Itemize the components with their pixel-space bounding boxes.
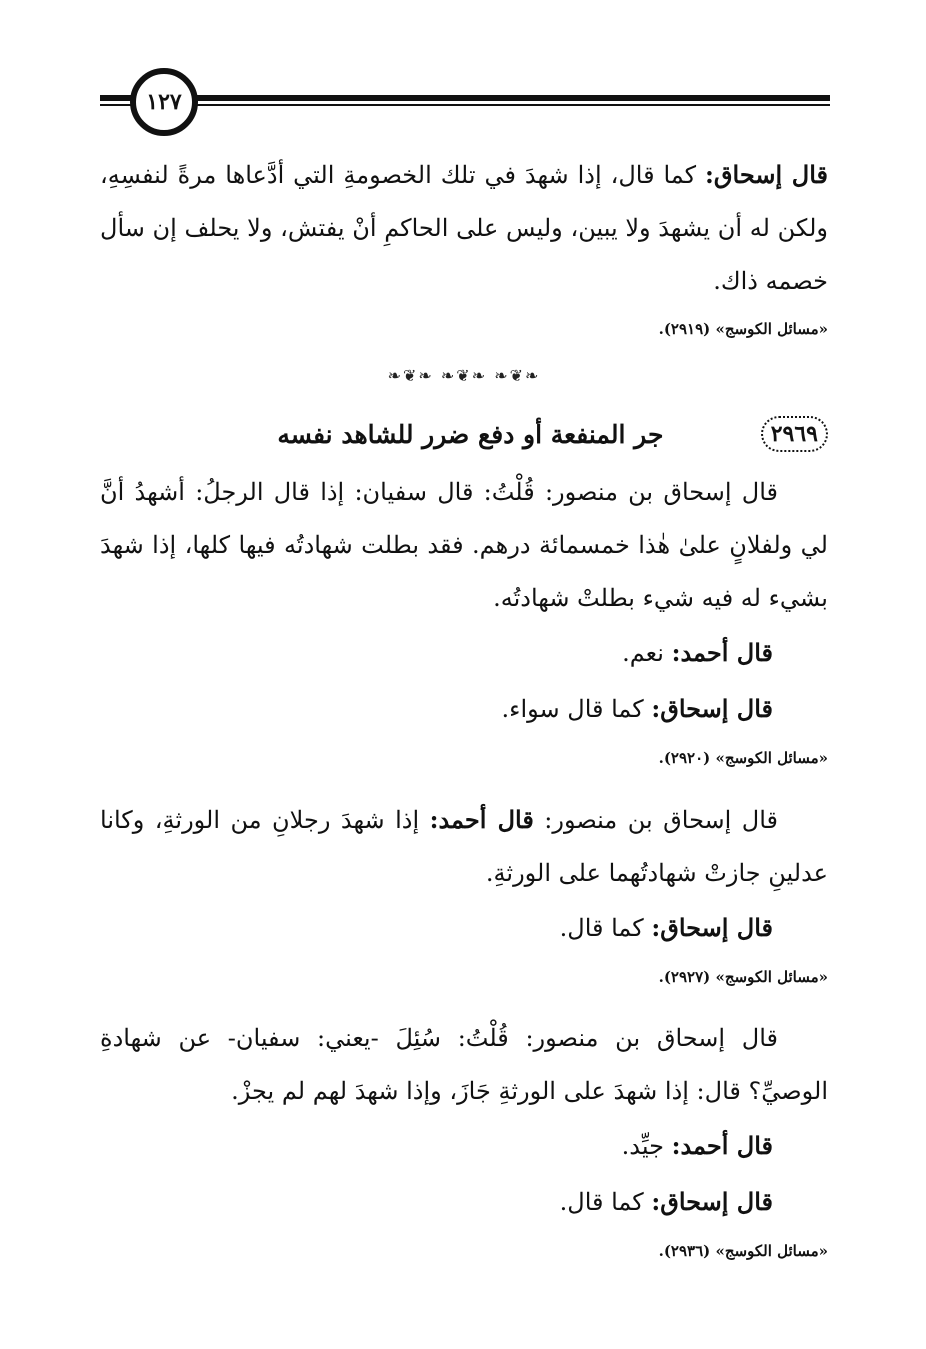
paragraph-1 [100, 148, 828, 308]
spacer [100, 1000, 828, 1012]
ahmad-answer-4-text: جيِّد. [621, 1132, 672, 1160]
paragraph-2: قال إسحاق بن منصور: قُلْتُ: قال سفيان: إذا قال الرجلُ: أشهدُ أنَّ لي ولفلانٍ علىٰ هٰذا خمسمائة درهم. فقد بطلت شهادتُه فيها كلها، إذا شهدَ بشيء له فيه شيء بطلتْ شهادتُه. [100, 478, 828, 612]
header-rule-thick [100, 95, 830, 101]
ahmad-answer-2 [100, 625, 828, 681]
citation-4: «مسائل الكوسج» (٢٩٣٦). [658, 1242, 828, 1260]
paragraph-3-text-after: إذا شهدَ رجلانِ من الورثةِ، وكانا عدلينِ جازتْ شهادتُهما على الورثةِ. [100, 806, 828, 887]
speaker-ahmad: قال أحمد: [671, 1131, 773, 1160]
ahmad-answer-4 [100, 1118, 828, 1174]
speaker-ishaq: قال إسحاق: [705, 160, 828, 189]
speaker-ishaq: قال إسحاق: [651, 1187, 773, 1216]
paragraph-1-text: كما قال، إذا شهدَ في تلك الخصومةِ التي أدَّعاها مرةً لنفسِهِ، ولكن له أن يشهدَ ولا يبين، وليس على الحاكمِ أنْ يفتش، ولا يحلف إن سأل خصمه ذاك. [100, 161, 828, 295]
page-content [100, 148, 828, 1274]
header-rule-thin [100, 104, 830, 106]
ishaq-answer-4-text: كما قال. [559, 1188, 652, 1216]
paragraph-4: قال إسحاق بن منصور: قُلْتُ: سُئِلَ -يعني: سفيان- عن شهادةِ الوصيِّ؟ قال: إذا شهدَ على الورثةِ جَازَ، وإذا شهدَ لهم لم يجزْ. [100, 1024, 828, 1105]
paragraph-3 [100, 793, 828, 900]
speaker-ahmad: قال أحمد: [429, 805, 534, 834]
page-number: ١٢٧ [130, 68, 198, 136]
spacer [100, 781, 828, 793]
citation-2: «مسائل الكوسج» (٢٩٢٠). [658, 749, 828, 767]
speaker-ishaq: قال إسحاق: [651, 913, 773, 942]
ishaq-answer-3 [100, 900, 828, 956]
citation-1: «مسائل الكوسج» (٢٩١٩). [658, 320, 828, 338]
ishaq-answer-2 [100, 681, 828, 737]
ornament-divider: ❧❦❧ ❧❦❧ ❧❦❧ [387, 366, 541, 385]
page-header [100, 62, 830, 142]
ishaq-answer-2-text: كما قال سواء. [501, 695, 652, 723]
section-number: ٢٩٦٩ [761, 416, 828, 452]
paragraph-3-text-before: قال إسحاق بن منصور: [533, 806, 779, 834]
speaker-ishaq: قال إسحاق: [651, 694, 773, 723]
speaker-ahmad: قال أحمد: [671, 638, 773, 667]
ishaq-answer-4 [100, 1174, 828, 1230]
section-title: جر المنفعة أو دفع ضرر للشاهد نفسه [277, 419, 664, 449]
citation-3: «مسائل الكوسج» (٢٩٢٧). [658, 968, 828, 986]
ishaq-answer-3-text: كما قال. [559, 914, 652, 942]
section-heading [100, 412, 828, 456]
ahmad-answer-2-text: نعم. [622, 639, 672, 667]
